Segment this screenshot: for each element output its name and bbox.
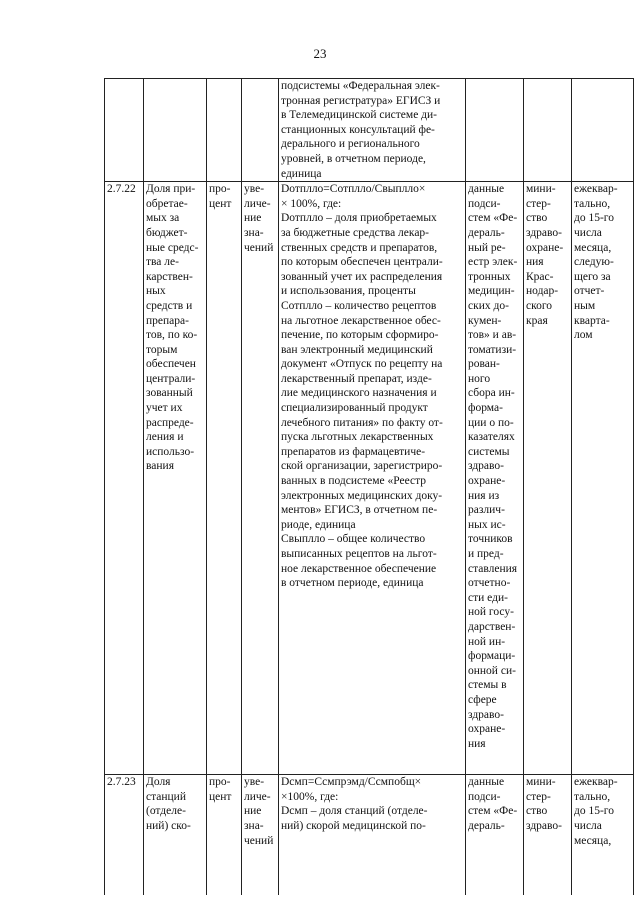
cell-number: 2.7.23 — [105, 775, 144, 895]
cell-indicator-name: Доля станций (отделе- ний) ско- — [144, 775, 207, 895]
cell-responsible — [524, 79, 572, 182]
cell-period: ежеквар- тально, до 15-го числа месяца, — [572, 775, 634, 895]
cell-source: данные подси- стем «Фе- дераль- ный ре- естр элек- тронных медицин- ских до- кумен- тов» и ав- томатизи- рован- ного сбора ин- форма- ции о по- казателях системы здраво- охране- ния из различ- ных ис- точников и пред- ставления отчетно- сти еди- ной госу- дарствен- ной ин- формаци- онной си- стемы в сфере здраво- охране- ния — [466, 182, 524, 775]
cell-source: данные подси- стем «Фе- дераль- — [466, 775, 524, 895]
table-row-continuation — [105, 79, 634, 182]
cell-method: подсистемы «Федеральная элек- тронная регистратура» ЕГИСЗ и в Телемедицинской системе ди- станционных консультаций фе- дерального и регионального уровней, в отчетном периоде, единица — [279, 79, 466, 182]
table-row-2-7-23 — [105, 775, 634, 895]
cell-responsible: мини- стер- ство здраво- — [524, 775, 572, 895]
cell-indicator-name: Доля при- обретае- мых за бюджет- ные средс- тва ле- карствен- ных средств и препара- тов, по ко- торым обеспечен централи- зованный учет их распреде- ления и использо- вания — [144, 182, 207, 775]
cell-unit: про- цент — [207, 775, 242, 895]
cell-period: ежеквар- тально, до 15-го числа месяца, следую- щего за отчет- ным кварта- лом — [572, 182, 634, 775]
cell-method: Dотплло=Сотплло/Свыплло× × 100%, где: Dотплло – доля приобретаемых за бюджетные средства лекар- ственных средств и препаратов, по которым обеспечен централи- зованный учет их распределения и использования, проценты Сотплло – количество рецептов на льготное лекарственное обес- печение, по которым сформиро- ван электронный медицинский документ «Отпуск по рецепту на лекарственный препарат, изде- лие медицинского назначения и специализированный продукт лечебного питания» по факту от- пуска льготных лекарственных препаратов из фармацевтиче- ской организации, зарегистриро- ванных в подсистеме «Реестр электронных медицинских доку- ментов» ЕГИСЗ, в отчетном пе- риоде, единица Свыплло – общее количество выписанных рецептов на льгот- ное лекарственное обеспечение в отчетном периоде, единица — [279, 182, 466, 775]
cell-method: Dсмп=Ссмпрэмд/Ссмпобщ× ×100%, где: Dсмп – доля станций (отделе- ний) скорой медицинской по- — [279, 775, 466, 895]
cell-indicator-name — [144, 79, 207, 182]
indicators-table — [104, 78, 634, 895]
cell-period — [572, 79, 634, 182]
page-number: 23 — [313, 46, 327, 61]
cell-direction: уве- личе- ние зна- чений — [242, 182, 279, 775]
cell-responsible: мини- стер- ство здраво- охране- ния Крас- нодар- ского края — [524, 182, 572, 775]
cell-unit — [207, 79, 242, 182]
cell-unit: про- цент — [207, 182, 242, 775]
cell-source — [466, 79, 524, 182]
table-row-2-7-22 — [105, 182, 634, 775]
cell-number — [105, 79, 144, 182]
cell-direction: уве- личе- ние зна- чений — [242, 775, 279, 895]
cell-direction — [242, 79, 279, 182]
cell-number: 2.7.22 — [105, 182, 144, 775]
